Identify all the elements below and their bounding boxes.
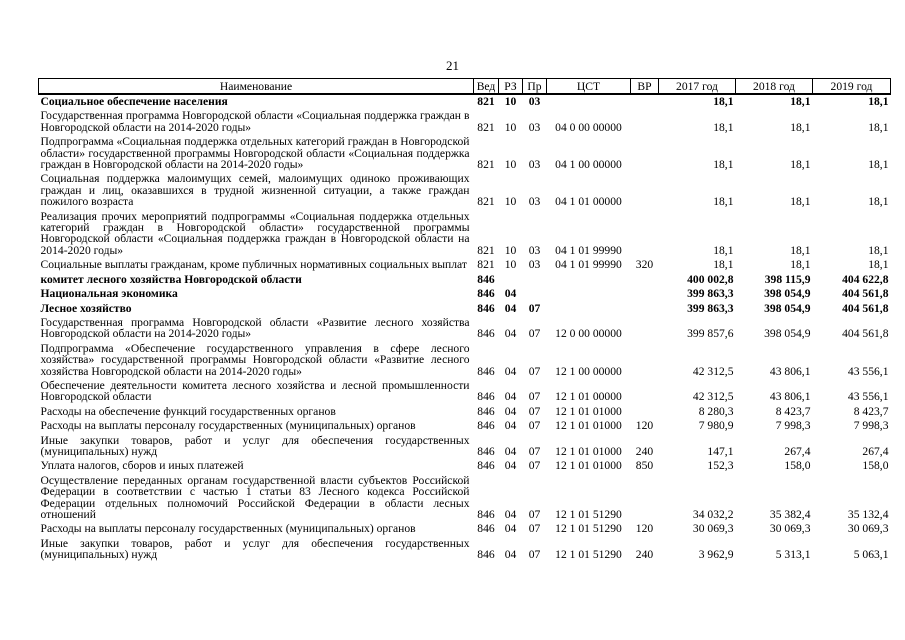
row-2018: 30 069,3 <box>769 522 811 536</box>
row-ved: 846 <box>477 272 495 286</box>
row-ved: 821 <box>477 258 495 272</box>
row-2017: 7 980,9 <box>698 419 734 433</box>
row-pr: 03 <box>528 158 541 172</box>
row-vr <box>631 210 659 259</box>
row-2019: 158,0 <box>862 459 889 473</box>
row-rz: 04 <box>504 287 517 301</box>
row-rz: 10 <box>504 120 517 134</box>
row-2019: 18,1 <box>868 120 889 134</box>
row-name: Реализация прочих мероприятий подпрограммы «Социальная поддержка отдельных категорий граждан в Новгородской области» государственной программы Новгородской области «Социальная поддержка граждан в Новгородской области на 2014-2020 годы» <box>40 209 470 257</box>
row-ved: 846 <box>477 444 495 458</box>
row-2018: 18,1 <box>790 195 811 209</box>
table-row <box>39 405 891 419</box>
table-row <box>39 316 891 342</box>
row-pr: 07 <box>528 327 541 341</box>
row-cst: 04 0 00 00000 <box>555 120 622 134</box>
row-pr: 03 <box>528 243 541 257</box>
row-2018: 398 054,9 <box>764 301 811 315</box>
table-row <box>39 302 891 316</box>
table-row <box>39 379 891 405</box>
table-row <box>39 135 891 172</box>
row-name: Уплата налогов, сборов и иных платежей <box>40 459 244 473</box>
row-rz: 04 <box>504 364 517 378</box>
row-vr <box>631 109 659 135</box>
row-2017: 18,1 <box>713 120 734 134</box>
row-2019: 18,1 <box>868 158 889 172</box>
row-2018: 18,1 <box>790 158 811 172</box>
row-name: Государственная программа Новгородской области «Развитие лесного хозяйства Новгородской области на 2014-2020 годы» <box>40 315 470 341</box>
row-rz: 10 <box>504 258 517 272</box>
row-vr <box>631 316 659 342</box>
row-2019: 43 556,1 <box>847 364 889 378</box>
row-vr <box>631 273 659 287</box>
row-2017: 18,1 <box>713 95 734 108</box>
row-ved: 846 <box>477 364 495 378</box>
row-cst <box>547 273 631 287</box>
row-rz: 04 <box>504 522 517 536</box>
header-row <box>39 79 891 95</box>
row-2018: 398 115,9 <box>764 272 811 286</box>
row-2019: 404 561,8 <box>842 287 889 301</box>
row-2018: 158,0 <box>784 459 811 473</box>
row-ved: 846 <box>477 404 495 418</box>
row-2018: 18,1 <box>790 95 811 108</box>
row-pr: 07 <box>528 508 541 521</box>
row-vr: 320 <box>635 258 654 272</box>
table-row <box>39 342 891 379</box>
row-2018: 7 998,3 <box>775 419 811 433</box>
row-2017: 152,3 <box>707 459 734 473</box>
row-cst: 12 1 01 01000 <box>555 419 622 433</box>
row-2017: 399 863,3 <box>687 301 734 315</box>
row-pr: 03 <box>528 95 541 108</box>
budget-table <box>38 78 891 563</box>
row-pr: 07 <box>528 419 541 433</box>
row-name: Социальное обеспечение населения <box>40 95 228 108</box>
row-pr: 07 <box>528 522 541 536</box>
row-2017: 18,1 <box>713 195 734 209</box>
row-cst: 04 1 01 99990 <box>555 243 622 257</box>
row-vr <box>631 474 659 523</box>
row-ved: 821 <box>477 120 495 134</box>
row-vr: 850 <box>635 459 654 473</box>
row-pr: 03 <box>528 120 541 134</box>
row-ved: 846 <box>477 459 495 473</box>
row-cst: 04 1 00 00000 <box>555 158 622 172</box>
row-cst: 12 1 01 51290 <box>555 508 622 521</box>
row-2017: 42 312,5 <box>692 390 734 404</box>
header-cst: ЦСТ <box>547 79 631 95</box>
row-2017: 399 857,6 <box>687 327 734 341</box>
table-row <box>39 537 891 563</box>
row-2019: 35 132,4 <box>847 508 889 521</box>
row-vr: 120 <box>635 522 654 536</box>
row-ved: 821 <box>477 158 495 172</box>
row-2019: 30 069,3 <box>847 522 889 536</box>
row-2017: 18,1 <box>713 258 734 272</box>
row-2019: 18,1 <box>868 258 889 272</box>
table-row <box>39 172 891 209</box>
row-pr: 03 <box>528 258 541 272</box>
row-2018: 43 806,1 <box>769 390 811 404</box>
row-cst: 04 1 01 99990 <box>555 258 622 272</box>
row-2017: 18,1 <box>713 158 734 172</box>
row-ved: 846 <box>477 508 495 521</box>
row-name: комитет лесного хозяйства Новгородской области <box>40 272 302 286</box>
row-2019: 5 063,1 <box>853 548 889 562</box>
header-ved: Вед <box>474 79 499 95</box>
table-row <box>39 434 891 460</box>
row-vr: 240 <box>635 548 654 562</box>
row-cst: 12 1 00 00000 <box>555 364 622 378</box>
row-cst: 12 1 01 01000 <box>555 459 622 473</box>
row-rz: 04 <box>504 390 517 404</box>
row-2018: 18,1 <box>790 120 811 134</box>
row-pr: 07 <box>528 444 541 458</box>
row-2019: 43 556,1 <box>847 390 889 404</box>
row-name: Социальная поддержка малоимущих семей, малоимущих одиноко проживающих граждан и лиц, оказавшихся в трудной жизненной ситуации, а также граждан пожилого возраста <box>40 172 470 209</box>
table-row <box>39 474 891 523</box>
row-name: Социальные выплаты гражданам, кроме публичных нормативных социальных выплат <box>40 258 467 272</box>
row-rz: 10 <box>504 195 517 209</box>
row-2018: 43 806,1 <box>769 364 811 378</box>
table-row <box>39 287 891 301</box>
header-pr: Пр <box>523 79 547 95</box>
row-vr <box>631 135 659 172</box>
row-name: Обеспечение деятельности комитета лесного хозяйства и лесной промышленности Новгородской области <box>40 378 470 404</box>
row-ved: 846 <box>477 301 495 315</box>
header-vr: ВР <box>631 79 659 95</box>
row-pr: 07 <box>528 364 541 378</box>
page-number: 21 <box>446 58 459 73</box>
row-rz: 04 <box>504 419 517 433</box>
row-vr <box>631 342 659 379</box>
row-cst: 04 1 01 00000 <box>555 195 622 209</box>
row-2018: 18,1 <box>790 258 811 272</box>
row-cst <box>547 94 631 109</box>
row-rz: 04 <box>504 548 517 562</box>
row-ved: 846 <box>477 419 495 433</box>
row-rz: 04 <box>504 508 517 521</box>
row-vr <box>631 379 659 405</box>
row-cst: 12 0 00 00000 <box>555 327 622 341</box>
row-2018: 18,1 <box>790 243 811 257</box>
table-row <box>39 258 891 272</box>
row-name: Осуществление переданных органам государственной власти субъектов Российской Федерации в соответствии с частью 1 статьи 83 Лесного кодекса Российской Федерации отдельных полномочий Российской Федерации в области лесных отношений <box>40 473 470 521</box>
row-2017: 399 863,3 <box>687 287 734 301</box>
row-2019: 404 561,8 <box>842 327 889 341</box>
row-cst: 12 1 01 01000 <box>555 444 622 458</box>
row-2017: 147,1 <box>707 444 734 458</box>
row-rz: 10 <box>504 158 517 172</box>
row-ved: 846 <box>477 287 495 301</box>
header-name: Наименование <box>39 79 474 95</box>
row-pr: 07 <box>528 548 541 562</box>
row-pr <box>523 287 547 301</box>
row-ved: 821 <box>477 195 495 209</box>
row-rz: 04 <box>504 301 517 315</box>
row-2019: 267,4 <box>862 444 889 458</box>
row-ved: 846 <box>477 390 495 404</box>
table-row <box>39 273 891 287</box>
row-vr: 120 <box>635 419 654 433</box>
row-pr: 07 <box>528 390 541 404</box>
row-2019: 404 561,8 <box>842 301 889 315</box>
row-2019: 18,1 <box>868 195 889 209</box>
row-name: Подпрограмма «Обеспечение государственного управления в сфере лесного хозяйства» государственной программы Новгородской области «Развитие лесного хозяйства Новгородской области на 2014-2020 годы» <box>40 341 470 378</box>
table-row <box>39 210 891 259</box>
table-row <box>39 109 891 135</box>
row-2019: 404 622,8 <box>842 272 889 286</box>
header-2018: 2018 год <box>736 79 813 95</box>
header-2019: 2019 год <box>813 79 891 95</box>
row-pr: 07 <box>528 404 541 418</box>
row-ved: 846 <box>477 522 495 536</box>
table-row <box>39 419 891 433</box>
row-rz: 04 <box>504 404 517 418</box>
row-vr <box>631 94 659 109</box>
row-rz: 04 <box>504 444 517 458</box>
row-cst <box>547 287 631 301</box>
row-2017: 18,1 <box>713 243 734 257</box>
row-name: Национальная экономика <box>40 287 178 301</box>
row-name: Лесное хозяйство <box>40 301 132 315</box>
row-name: Иные закупки товаров, работ и услуг для обеспечения государственных (муниципальных) нужд <box>40 433 470 458</box>
row-2018: 398 054,9 <box>764 287 811 301</box>
row-ved: 846 <box>477 327 495 341</box>
row-2019: 18,1 <box>868 95 889 108</box>
row-rz: 10 <box>504 243 517 257</box>
row-cst: 12 1 01 00000 <box>555 390 622 404</box>
row-pr <box>523 273 547 287</box>
row-rz: 04 <box>504 459 517 473</box>
row-cst: 12 1 01 51290 <box>555 548 622 562</box>
row-cst: 12 1 01 51290 <box>555 522 622 536</box>
table-row <box>39 94 891 109</box>
row-2018: 8 423,7 <box>775 404 811 418</box>
row-2019: 18,1 <box>868 243 889 257</box>
row-rz: 10 <box>504 95 517 108</box>
row-vr <box>631 405 659 419</box>
row-vr <box>631 172 659 209</box>
table-row <box>39 459 891 473</box>
row-name: Иные закупки товаров, работ и услуг для обеспечения государственных (муниципальных) нужд <box>40 536 470 562</box>
row-ved: 846 <box>477 548 495 562</box>
row-vr <box>631 287 659 301</box>
row-pr: 07 <box>528 301 541 315</box>
row-2017: 8 280,3 <box>698 404 734 418</box>
table-row <box>39 522 891 536</box>
row-2017: 400 002,8 <box>687 272 734 286</box>
row-2017: 3 962,9 <box>698 548 734 562</box>
row-pr: 03 <box>528 195 541 209</box>
row-cst: 12 1 01 01000 <box>555 404 622 418</box>
row-2018: 5 313,1 <box>775 548 811 562</box>
row-name: Подпрограмма «Социальная поддержка отдельных категорий граждан в Новгородской области» государственной программы Новгородской области «Социальная поддержка граждан в Новгородской области на 2014-2020 годы» <box>40 135 470 172</box>
row-rz <box>499 273 523 287</box>
row-pr: 07 <box>528 459 541 473</box>
row-2017: 42 312,5 <box>692 364 734 378</box>
row-name: Расходы на выплаты персоналу государственных (муниципальных) органов <box>40 419 416 433</box>
row-2017: 34 032,2 <box>692 508 734 521</box>
row-2018: 35 382,4 <box>769 508 811 521</box>
row-2019: 7 998,3 <box>853 419 889 433</box>
row-2018: 267,4 <box>784 444 811 458</box>
row-name: Расходы на выплаты персоналу государственных (муниципальных) органов <box>40 522 416 536</box>
row-ved: 821 <box>477 243 495 257</box>
row-vr <box>631 302 659 316</box>
header-rz: РЗ <box>499 79 523 95</box>
row-ved: 821 <box>477 95 495 108</box>
row-2017: 30 069,3 <box>692 522 734 536</box>
header-2017: 2017 год <box>659 79 736 95</box>
row-rz: 04 <box>504 327 517 341</box>
row-cst <box>547 302 631 316</box>
row-name: Государственная программа Новгородской области «Социальная поддержка граждан в Новгородской области на 2014-2020 годы» <box>40 109 470 134</box>
row-2019: 8 423,7 <box>853 404 889 418</box>
row-name: Расходы на обеспечение функций государственных органов <box>40 404 336 418</box>
row-2018: 398 054,9 <box>764 327 811 341</box>
row-vr: 240 <box>635 444 654 458</box>
